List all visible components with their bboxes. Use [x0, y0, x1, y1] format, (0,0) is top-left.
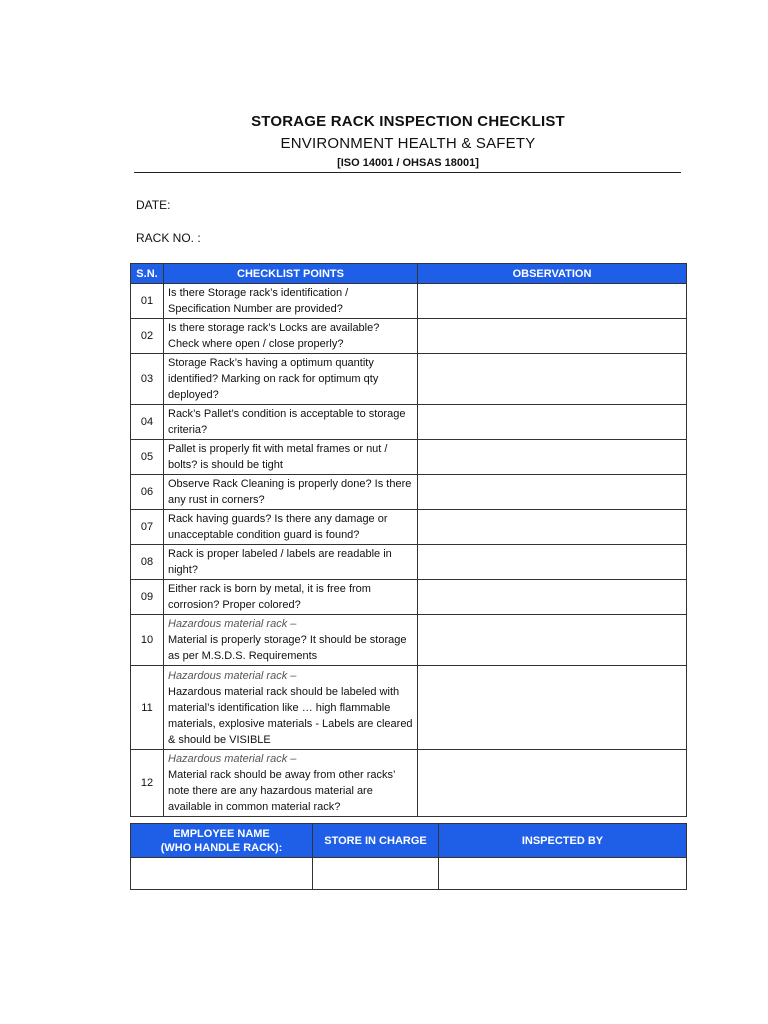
- table-row: [131, 510, 687, 545]
- row-number: 04: [131, 405, 164, 440]
- observation-cell[interactable]: [418, 666, 687, 750]
- column-header-checklist-points: CHECKLIST POINTS: [164, 264, 418, 284]
- checklist-point: [164, 615, 418, 666]
- signoff-entry-row: [131, 858, 687, 890]
- employee-name-cell[interactable]: [131, 858, 313, 890]
- table-row: [131, 440, 687, 475]
- signoff-table: [130, 823, 687, 890]
- row-number: 08: [131, 545, 164, 580]
- checklist-point-text: Rack having guards? Is there any damage or unacceptable condition guard is found?: [168, 513, 388, 541]
- row-number: 07: [131, 510, 164, 545]
- observation-cell[interactable]: [418, 354, 687, 405]
- checklist-point: [164, 319, 418, 354]
- row-number: 02: [131, 319, 164, 354]
- header-divider: [134, 172, 681, 173]
- table-row: [131, 750, 687, 817]
- hazard-note: Hazardous material rack –: [168, 753, 297, 765]
- checklist-point-text: Is there storage rack’s Locks are available? Check where open / close properly?: [168, 322, 380, 350]
- observation-cell[interactable]: [418, 319, 687, 354]
- checklist-point-text: Hazardous material rack should be labeled with material’s identification like … high flammable materials, explosive materials - Labels are cleared & should be VISIBLE: [168, 685, 413, 746]
- table-row: [131, 475, 687, 510]
- row-number: 06: [131, 475, 164, 510]
- inspected-by-header: INSPECTED BY: [439, 824, 687, 858]
- checklist-point: [164, 405, 418, 440]
- employee-name-sublabel: (WHO HANDLE RACK):: [160, 841, 283, 854]
- observation-cell[interactable]: [418, 284, 687, 319]
- date-label: DATE:: [136, 198, 171, 212]
- checklist-point-text: Pallet is properly fit with metal frames or nut / bolts? is should be tight: [168, 443, 388, 471]
- table-row: [131, 354, 687, 405]
- signoff-header-row: [131, 824, 687, 858]
- checklist-point: [164, 284, 418, 319]
- observation-cell[interactable]: [418, 440, 687, 475]
- checklist-point: [164, 475, 418, 510]
- column-header-sn: S.N.: [131, 264, 164, 284]
- checklist-point-text: Rack’s Pallet’s condition is acceptable to storage criteria?: [168, 408, 406, 436]
- hazard-note: Hazardous material rack –: [168, 618, 297, 630]
- checklist-point: [164, 510, 418, 545]
- checklist-point-text: Either rack is born by metal, it is free from corrosion? Proper colored?: [168, 583, 371, 611]
- checklist-point: [164, 440, 418, 475]
- observation-cell[interactable]: [418, 545, 687, 580]
- checklist-point: [164, 354, 418, 405]
- checklist-header-row: [131, 264, 687, 284]
- checklist-table: [130, 263, 687, 817]
- column-header-observation: OBSERVATION: [418, 264, 687, 284]
- row-number: 05: [131, 440, 164, 475]
- store-in-charge-header: STORE IN CHARGE: [313, 824, 439, 858]
- table-row: [131, 545, 687, 580]
- row-number: 03: [131, 354, 164, 405]
- checklist-point: [164, 545, 418, 580]
- observation-cell[interactable]: [418, 405, 687, 440]
- store-in-charge-cell[interactable]: [313, 858, 439, 890]
- hazard-note: Hazardous material rack –: [168, 669, 297, 682]
- row-number: 12: [131, 750, 164, 817]
- checklist-point-text: Is there Storage rack’s identification / Specification Number are provided?: [168, 287, 349, 315]
- checklist-point-text: Observe Rack Cleaning is properly done? Is there any rust in corners?: [168, 478, 412, 506]
- inspected-by-cell[interactable]: [439, 858, 687, 890]
- table-row: [131, 615, 687, 666]
- row-number: 10: [131, 615, 164, 666]
- table-row: [131, 666, 687, 750]
- observation-cell[interactable]: [418, 510, 687, 545]
- checklist-point-text: Storage Rack’s having a optimum quantity identified? Marking on rack for optimum qty deployed?: [168, 357, 379, 401]
- checklist-body: [131, 284, 687, 817]
- checklist-point: [164, 750, 418, 817]
- table-row: [131, 319, 687, 354]
- observation-cell[interactable]: [418, 615, 687, 666]
- observation-cell[interactable]: [418, 475, 687, 510]
- employee-name-label: EMPLOYEE NAME: [173, 827, 270, 840]
- checklist-point: [164, 580, 418, 615]
- standard-reference: [ISO 14001 / OHSAS 18001]: [337, 157, 479, 169]
- table-row: [131, 284, 687, 319]
- document-title: STORAGE RACK INSPECTION CHECKLIST: [251, 113, 565, 130]
- observation-cell[interactable]: [418, 580, 687, 615]
- row-number: 01: [131, 284, 164, 319]
- row-number: 11: [131, 666, 164, 750]
- checklist-point-text: Material rack should be away from other racks’ note there are any hazardous material are available in common material rack?: [168, 769, 396, 813]
- checklist-point-text: Material is properly storage? It should be storage as per M.S.D.S. Requirements: [168, 634, 407, 662]
- table-row: [131, 405, 687, 440]
- rack-number-label: RACK NO. :: [136, 231, 201, 245]
- document-subtitle: ENVIRONMENT HEALTH & SAFETY: [280, 135, 536, 152]
- observation-cell[interactable]: [418, 750, 687, 817]
- table-row: [131, 580, 687, 615]
- checklist-point: [164, 666, 418, 750]
- employee-name-header: [131, 824, 313, 858]
- checklist-point-text: Rack is proper labeled / labels are readable in night?: [168, 548, 392, 576]
- row-number: 09: [131, 580, 164, 615]
